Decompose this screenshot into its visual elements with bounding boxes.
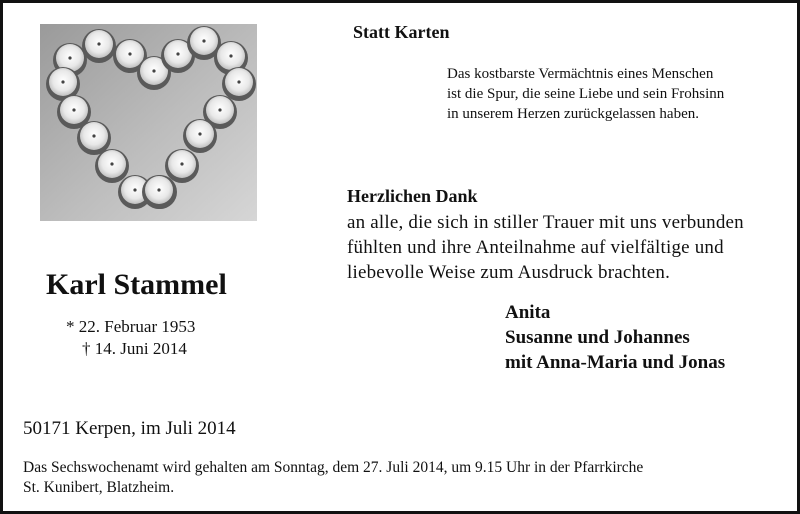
place-date: 50171 Kerpen, im Juli 2014: [23, 418, 236, 439]
thanks-line: fühlten und ihre Anteilnahme auf vielfältige und: [347, 237, 724, 258]
death-date: † 14. Juni 2014: [82, 339, 187, 358]
signer-name: mit Anna-Maria und Jonas: [505, 352, 726, 373]
thanks-line: liebevolle Weise zum Ausdruck brachten.: [347, 262, 671, 283]
quote-line: ist die Spur, die seine Liebe und sein Frohsinn: [447, 86, 725, 102]
heading-statt-karten: Statt Karten: [353, 22, 450, 42]
deceased-name: Karl Stammel: [46, 268, 227, 301]
signer-name: Anita: [505, 302, 551, 323]
candle: [77, 121, 111, 155]
candle: [165, 149, 199, 183]
thanks-text: [347, 210, 744, 285]
quote-line: in unserem Herzen zurückgelassen haben.: [447, 106, 699, 122]
thanks-title: Herzlichen Dank: [347, 186, 478, 206]
mass-notice: [23, 458, 643, 498]
candle: [222, 67, 256, 101]
memorial-quote: [447, 64, 724, 124]
candle: [82, 29, 116, 63]
birth-date: * 22. Februar 1953: [66, 317, 196, 336]
notice-line: St. Kunibert, Blatzheim.: [23, 479, 175, 496]
candle: [142, 175, 176, 209]
thanks-line: an alle, die sich in stiller Trauer mit uns verbunden: [347, 212, 744, 233]
candle: [183, 119, 217, 153]
signer-name: Susanne und Johannes: [505, 327, 690, 348]
candle-heart-photo: [40, 24, 257, 221]
candle: [95, 149, 129, 183]
signers-block: [505, 300, 725, 375]
notice-line: Das Sechswochenamt wird gehalten am Sonntag, dem 27. Juli 2014, um 9.15 Uhr in der Pfarrkirche: [23, 459, 644, 476]
quote-line: Das kostbarste Vermächtnis eines Menschen: [447, 66, 714, 82]
